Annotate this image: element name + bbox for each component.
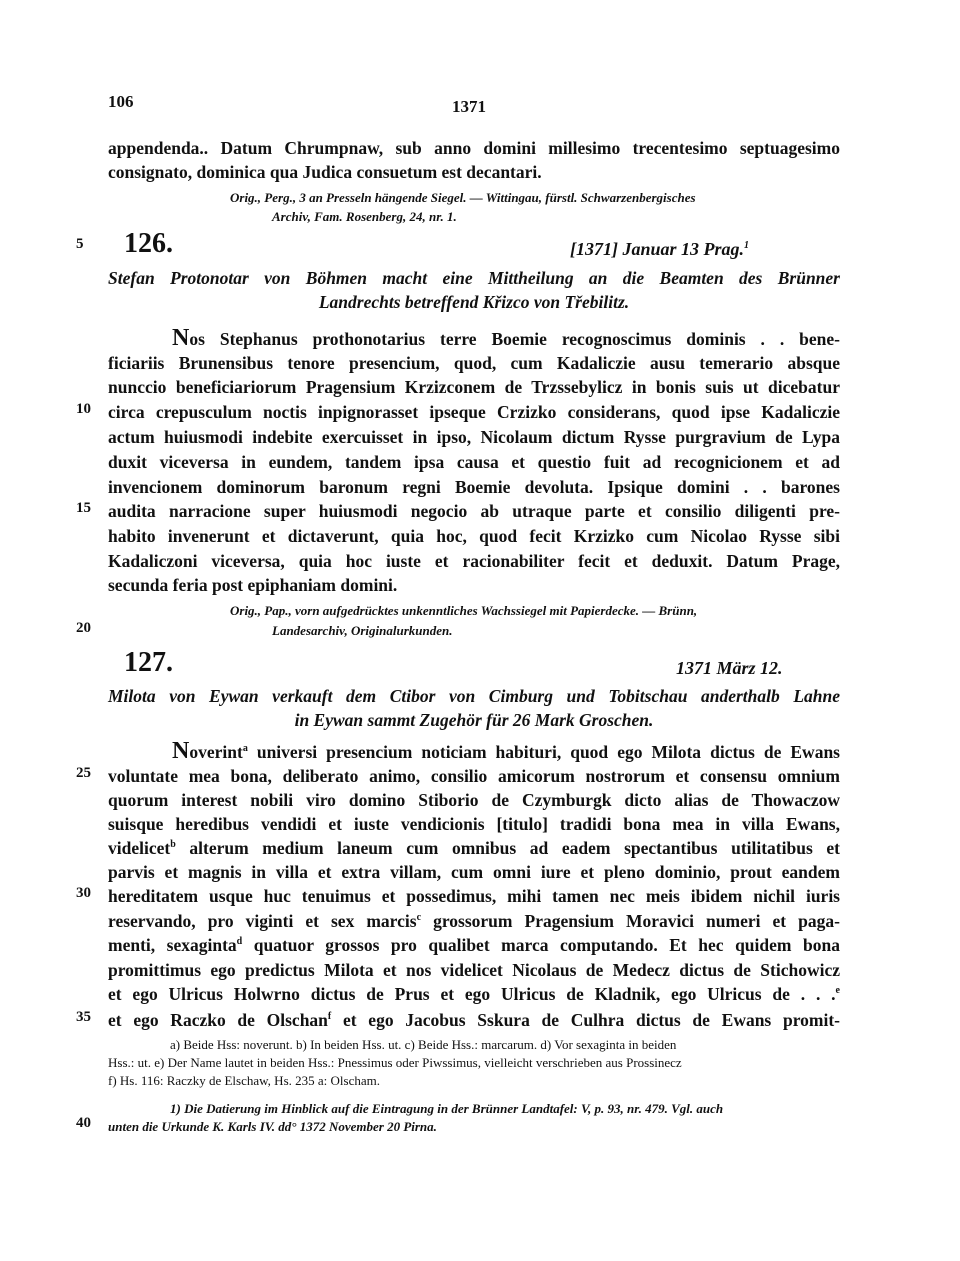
line-number: 5 [76, 236, 84, 252]
body-126-line: circa crepusculum noctis inpignorasset ipseque Crzizko considerans, quod ipse Kadaliczie [108, 402, 840, 422]
body-127-line: suisque heredibus vendidi et iuste vendicionis [titulo] tradidi bona mea in villa Ewans, [108, 814, 840, 834]
initial-letter: N [172, 738, 190, 764]
body-127-line: hereditatem usque huc tenuimus et possedimus, mihi tamen nec meis ibidem nichil iuris [108, 886, 840, 906]
line-number: 30 [76, 885, 91, 901]
body-127-line: videlicet$^b$ alterum medium laneum cum omnibus ad eadem spectantibus utilitatibus et [108, 838, 840, 858]
line-number: 10 [76, 401, 91, 417]
document-date-126: [1371] Januar 13 Prag.$^1$ [570, 239, 750, 259]
summary-127-line-1: Milota von Eywan verkauft dem Ctibor von Cimburg und Tobitschau anderthalb Lahne [108, 686, 840, 706]
continuation-line-2: consignato, dominica qua Judica consuetum est decantari. [108, 162, 542, 182]
footnote-1-line-2: unten die Urkunde K. Karls IV. dd° 1372 November 20 Pirna. [108, 1119, 437, 1134]
body-127-line: reservando, pro viginti et sex marcis$^c$ grossorum Pragensium Moravici numeri et paga- [108, 911, 840, 931]
page-number: 106 [108, 92, 134, 111]
continuation-note-1: Orig., Perg., 3 an Presseln hängende Siegel. — Wittingau, fürstl. Schwarzenbergisches [230, 190, 696, 205]
body-126-line-1: Nos Stephanus prothonotarius terre Boemie recognoscimus dominis . . bene- [172, 325, 840, 351]
body-126-line: actum huiusmodi indebite exercuisset in ipso, Nicolaum dictum Rysse purgravium de Lypa [108, 427, 840, 447]
body-126-line: nunccio beneficiariorum Pragensium Krzizconem de Trzssebylicz in bonis suis ut dicebatur [108, 377, 840, 397]
summary-126-line-1: Stefan Protonotar von Böhmen macht eine Mittheilung an die Beamten des Brünner [108, 268, 840, 288]
footnote-1-line-1: 1) Die Datierung im Hinblick auf die Eintragung in der Brünner Landtafel: V, p. 93, nr. 479. Vgl. auch [170, 1101, 724, 1116]
line-number: 35 [76, 1009, 91, 1025]
body-127-line: parvis et magnis in villa et extra villam, cum omni iure et pleno dominio, prout eandem [108, 862, 840, 882]
summary-126-line-2: Landrechts betreffend Křizco von Třebilitz. [318, 292, 630, 312]
body-126-line: duxit viceversa in eundem, tandem ipsa causa et questio fuit ad recognicionem et ad [108, 452, 840, 472]
body-127-line: et ego Ulricus Holwrno dictus de Prus et ego Ulricus de Kladnik, ego Ulricus de . . .$^e$ [108, 984, 840, 1004]
continuation-note-2: Archiv, Fam. Rosenberg, 24, nr. 1. [272, 209, 457, 224]
body-127-line: et ego Raczko de Olschan$^f$ et ego Jacobus Sskura de Culhra dictus de Ewans promit- [108, 1010, 840, 1030]
document-number-127: 127. [124, 647, 173, 678]
body-127-line: menti, sexaginta$^d$ quatuor grossos pro qualibet marca computando. Et hec quidem bona [108, 935, 840, 955]
variant-note-1: a) Beide Hss: noverunt. b) In beiden Hss. ut. c) Beide Hss.: marcarum. d) Vor sexaginta in beiden [170, 1037, 677, 1052]
body-127-line: quorum interest nobili viro domino Stiborio de Czymburgk dicto alias de Thowaczow [108, 790, 840, 810]
summary-127-line-2: in Eywan sammt Zugehör für 26 Mark Groschen. [294, 710, 654, 730]
document-number-126: 126. [124, 228, 173, 259]
line-number: 40 [76, 1115, 91, 1131]
document-date-127: 1371 März 12. [676, 658, 783, 678]
body-126-line: Kadaliczoni viceversa, quia hoc iuste et racionabiliter fecit et deduxit. Datum Prage, [108, 551, 840, 571]
body-126-line: secunda feria post epiphaniam domini. [108, 575, 398, 595]
line-number: 15 [76, 500, 91, 516]
line-number: 25 [76, 765, 91, 781]
header-year: 1371 [452, 97, 486, 116]
body-126-line: habito invenerunt et dictaverunt, quia hoc, quod fecit Krzizko cum Nicolao Rysse sibi [108, 526, 840, 546]
initial-letter: N [172, 325, 190, 351]
body-127-line: voluntate mea bona, deliberato animo, consilio amicorum nostrorum et consensu omnium [108, 766, 840, 786]
body-126-line: audita narracione super huiusmodi negocio ab utraque parte et consilio diligenti pre- [108, 501, 840, 521]
source-note-126-2: Landesarchiv, Originalurkunden. [272, 623, 453, 638]
body-127-line-1: Noverint$^a$ universi presencium noticiam habituri, quod ego Milota dictus de Ewans [172, 738, 840, 764]
body-126-line: invencionem dominorum baronum regni Boemie devoluta. Ipsique domini . . barones [108, 477, 840, 497]
body-126-line: ficiariis Brunensibus tenore presencium, quod, cum Kadaliczie ausu temerario absque [108, 353, 840, 373]
variant-note-2: Hss.: ut. e) Der Name lautet in beiden Hss.: Pnessimus oder Piwssimus, vielleicht verschrieben aus Prossinecz [108, 1055, 682, 1070]
line-number: 20 [76, 620, 91, 636]
body-127-line: promittimus ego predictus Milota et nos videlicet Nicolaus de Medecz dictus de Stichowicz [108, 960, 840, 980]
source-note-126-1: Orig., Pap., vorn aufgedrücktes unkenntliches Wachssiegel mit Papierdecke. — Brünn, [230, 603, 698, 618]
variant-note-3: f) Hs. 116: Raczky de Elschaw, Hs. 235 a: Olscham. [108, 1073, 380, 1088]
continuation-line-1: appendenda.. Datum Chrumpnaw, sub anno domini millesimo trecentesimo septuagesimo [108, 138, 840, 158]
